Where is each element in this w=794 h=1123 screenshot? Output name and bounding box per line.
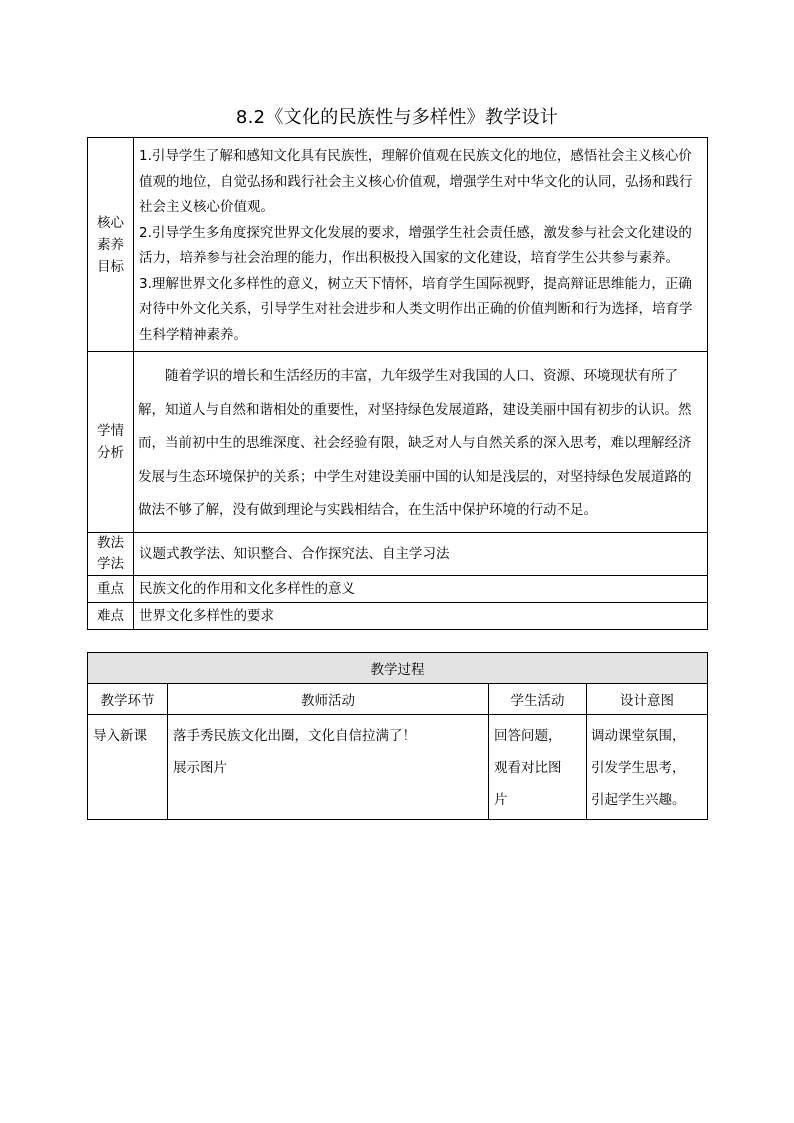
column-header: 学生活动 (489, 684, 587, 715)
teacher-activity-line: 落手秀民族文化出圈，文化自信拉满了！ (173, 728, 416, 744)
key-point-text: 民族文化的作用和文化多样性的意义 (134, 575, 708, 602)
key-point-label: 重点 (88, 575, 134, 602)
objective-item: 3.理解世界文化多样性的意义，树立天下情怀，培育学生国际视野，提高辩证思维能力，正确对待中外文化关系，引导学生对社会进步和人类文明作出正确的价值判断和行为选择，培育学生科学精神素养。 (139, 275, 693, 343)
column-header: 设计意图 (587, 684, 708, 715)
core-literacy-content (134, 138, 708, 352)
key-point-row (88, 575, 708, 602)
student-activity-line: 观看对比图 (494, 760, 562, 776)
difficulty-label: 难点 (88, 602, 134, 629)
learner-analysis-label (88, 352, 134, 533)
design-intent-cell (587, 715, 708, 820)
methods-label (88, 532, 134, 575)
process-table (87, 652, 708, 820)
teacher-activity-cell (168, 715, 489, 820)
label-line: 学情 (97, 422, 124, 439)
student-activity-line: 回答问题， (494, 728, 562, 744)
process-header-row (88, 653, 708, 684)
label-line: 分析 (97, 444, 124, 461)
teacher-activity-line: 展示图片 (173, 760, 227, 776)
table-row (88, 715, 708, 820)
process-header: 教学过程 (88, 653, 708, 684)
label-line: 教法 (97, 534, 124, 551)
difficulty-text: 世界文化多样性的要求 (134, 602, 708, 629)
methods-text: 议题式教学法、知识整合、合作探究法、自主学习法 (134, 532, 708, 575)
label-line: 学法 (97, 555, 124, 572)
label-line: 目标 (97, 258, 124, 275)
methods-row (88, 532, 708, 575)
student-activity-line: 片 (494, 792, 508, 808)
design-table (87, 137, 708, 630)
label-line: 核心 (97, 214, 124, 231)
difficulty-row (88, 602, 708, 629)
column-header-row (88, 684, 708, 715)
column-header: 教学环节 (88, 684, 168, 715)
objective-item: 2.引导学生多角度探究世界文化发展的要求，增强学生社会责任感，激发参与社会文化建设的活力，培养参与社会治理的能力，作出积极投入国家的文化建设，培育学生公共参与素养。 (139, 224, 692, 266)
learner-analysis-text: 随着学识的增长和生活经历的丰富，九年级学生对我国的人口、资源、环境现状有所了解，知道人与自然和谐相处的重要性，对坚持绿色发展道路，建设美丽中国有初步的认识。然而，当前初中生的思维深度、社会经验有限，缺乏对人与自然关系的深入思考，难以理解经济发展与生态环境保护的关系；中学生对建设美丽中国的认知是浅层的，对坚持绿色发展道路的做法不够了解，没有做到理论与实践相结合，在生活中保护环境的行动不足。 (134, 352, 708, 533)
label-line: 素养 (97, 236, 124, 253)
design-intent-line: 引起学生兴趣。 (591, 792, 686, 808)
objective-item: 1.引导学生了解和感知文化具有民族性，理解价值观在民族文化的地位，感悟社会主义核心价值观的地位，自觉弘扬和践行社会主义核心价值观，增强学生对中华文化的认同，弘扬和践行社会主义核心价值观。 (139, 148, 693, 215)
design-intent-line: 调动课堂氛围， (591, 728, 686, 744)
learner-analysis-row (88, 352, 708, 533)
stage-cell: 导入新课 (88, 715, 168, 820)
column-header: 教师活动 (168, 684, 489, 715)
design-intent-line: 引发学生思考， (591, 760, 686, 776)
student-activity-cell (489, 715, 587, 820)
page-title: 8.2《文化的民族性与多样性》教学设计 (235, 107, 559, 128)
core-literacy-label (88, 138, 134, 352)
core-literacy-row (88, 138, 708, 352)
